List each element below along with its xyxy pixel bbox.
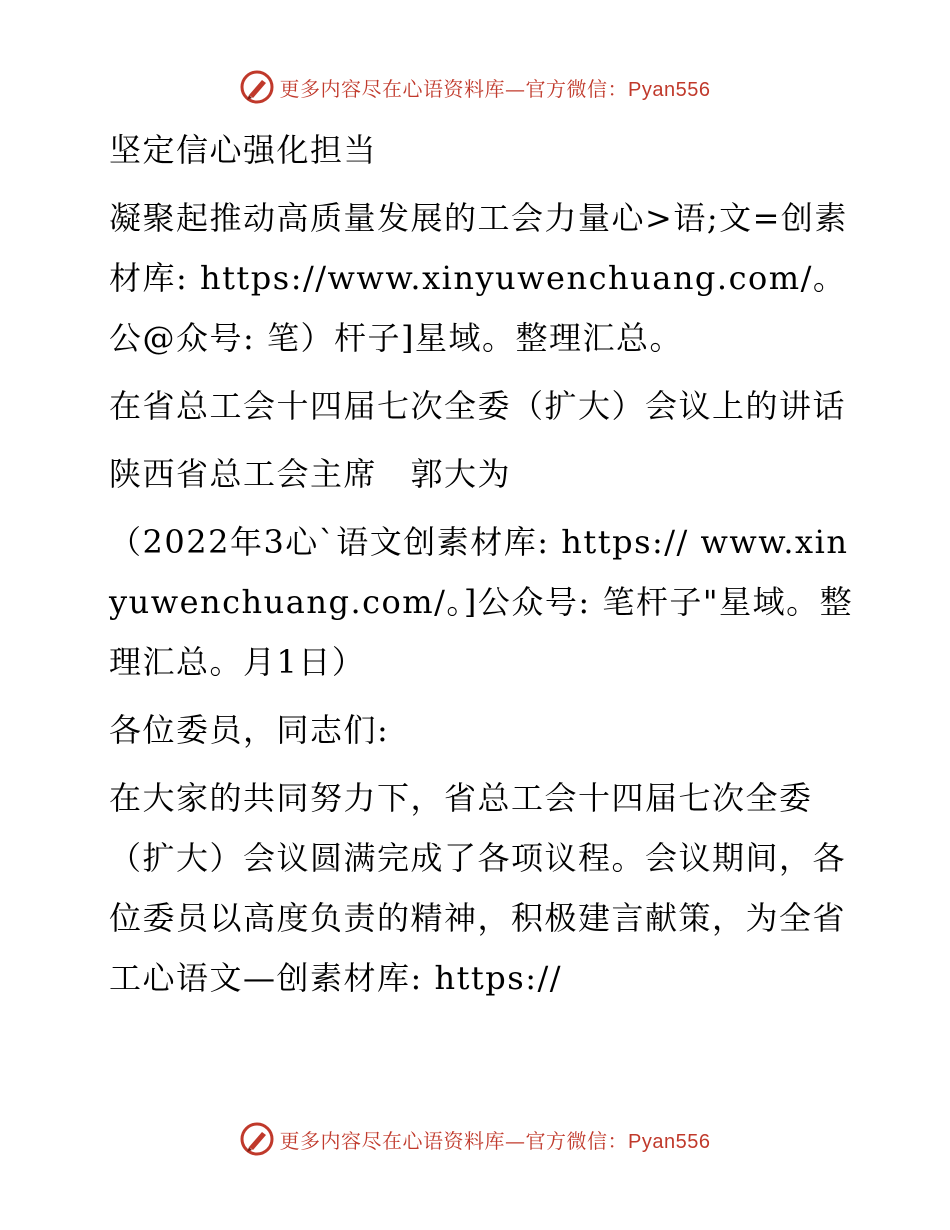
salutation: 各位委员，同志们: [109, 711, 390, 749]
watermark-text: 更多内容尽在心语资料库—官方微信：Pyan556 [279, 76, 711, 101]
footer-watermark [0, 1122, 950, 1156]
speaker-line: 陕西省总工会主席 郭大为 [109, 455, 512, 493]
speech-title: 在省总工会十四届七次全委（扩大）会议上的讲话 [109, 387, 847, 425]
date-line: （2022年3心`语文创素材库: https:// www.xinyuwenchuang.com/。]公众号: 笔杆子"星域。整理汇总。月1日） [109, 523, 854, 681]
document-body [97, 120, 857, 1016]
header-watermark [0, 70, 950, 104]
pen-logo-icon [240, 1122, 274, 1156]
body-paragraph: 在大家的共同努力下，省总工会十四届七次全委（扩大）会议圆满完成了各项议程。会议期间，各位委员以高度负责的精神，积极建言献策，为全省工心语文—创素材库: https:// [109, 779, 847, 997]
subtitle-paragraph: 凝聚起推动高质量发展的工会力量心>语;文=创素材库: https://www.xinyuwenchuang.com/。公@众号: 笔）杆子]星域。整理汇总。 [109, 199, 848, 357]
pen-logo-icon [240, 70, 274, 104]
watermark-text: 更多内容尽在心语资料库—官方微信：Pyan556 [279, 1128, 711, 1153]
document-title: 坚定信心强化担当 [109, 131, 378, 169]
